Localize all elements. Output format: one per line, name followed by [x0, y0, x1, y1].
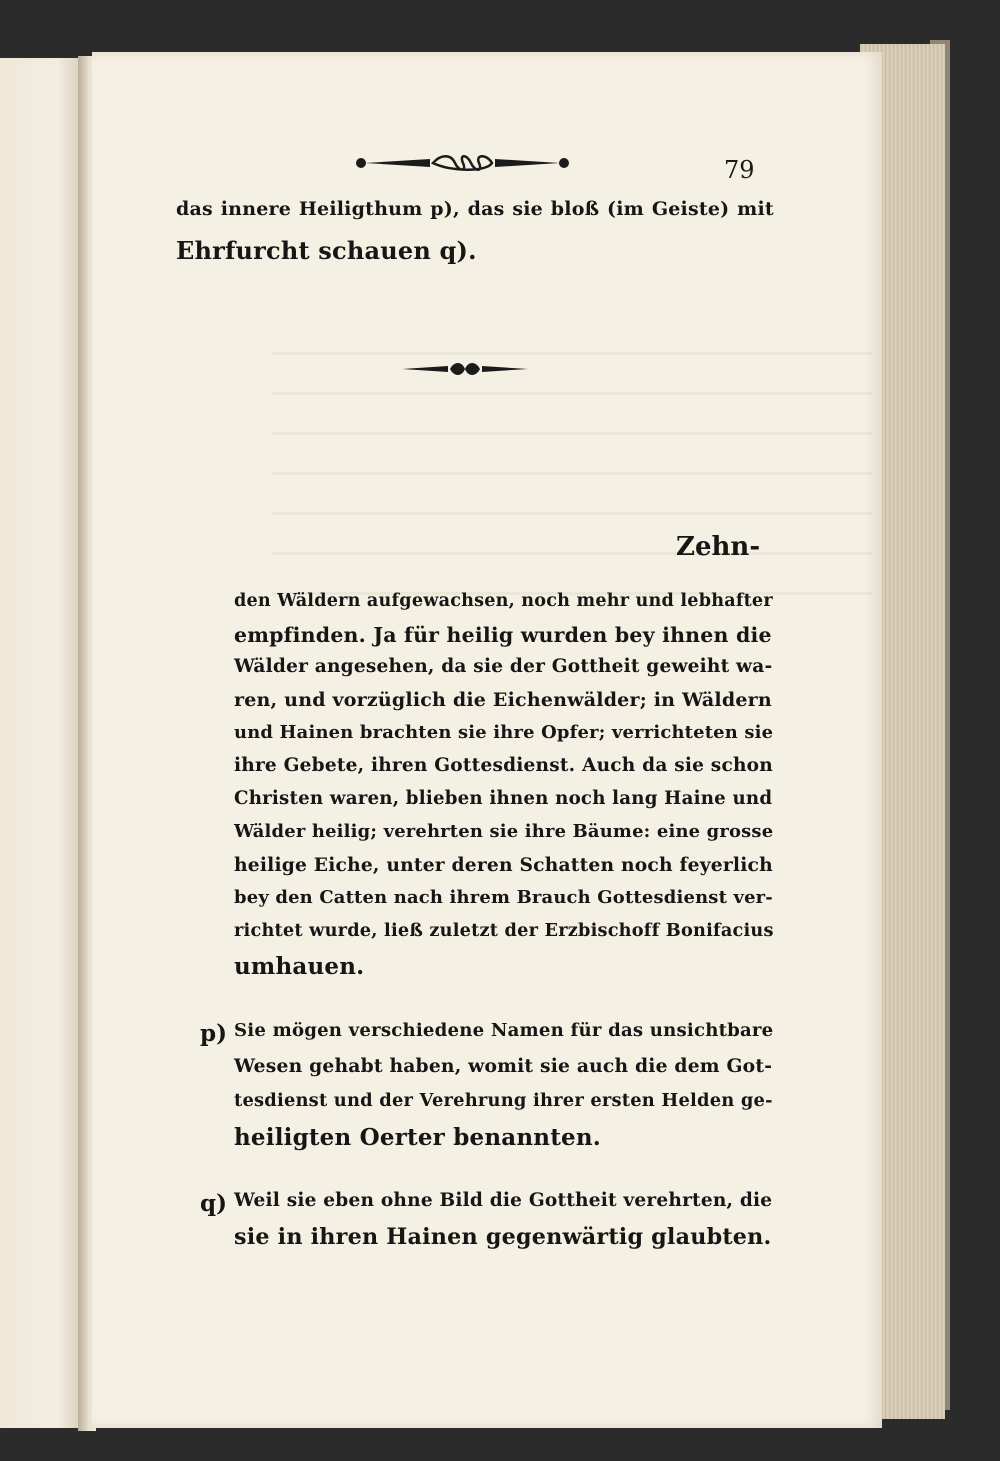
footnote-line: tesdienst und der Verehrung ihrer ersten Helden ge-: [234, 1090, 773, 1111]
footnote-line: heiligten Oerter benannten.: [234, 1124, 601, 1151]
footnote-label: p): [200, 1020, 227, 1047]
footnote-label: q): [200, 1190, 227, 1217]
body-line: und Hainen brachten sie ihre Opfer; verrichteten sie: [234, 722, 774, 743]
body-line: Wälder angesehen, da sie der Gottheit geweiht wa-: [234, 656, 773, 677]
ornament-rule-top: [355, 152, 570, 174]
bleed-through-text: [272, 322, 872, 622]
left-page-edge: [0, 58, 82, 1428]
footnote-line: sie in ihren Hainen gegenwärtig glaubten.: [234, 1224, 772, 1250]
page-number: 79: [724, 156, 755, 184]
body-line: bey den Catten nach ihrem Brauch Gottesdienst ver-: [234, 887, 773, 908]
footnote-line: Weil sie eben ohne Bild die Gottheit verehrten, die: [234, 1190, 773, 1211]
body-line: ren, und vorzüglich die Eichenwälder; in Wäldern: [234, 689, 772, 711]
body-line: Wälder heilig; verehrten sie ihre Bäume: eine grosse: [234, 821, 774, 842]
body-line: Christen waren, blieben ihnen noch lang Haine und: [234, 788, 773, 809]
footnote-line: Sie mögen verschiedene Namen für das unsichtbare: [234, 1020, 774, 1041]
continuation-line: das innere Heiligthum p), das sie bloß (im Geiste) mit: [176, 198, 774, 220]
body-line: umhauen.: [234, 953, 365, 980]
continuation-line: Ehrfurcht schauen q).: [176, 236, 477, 265]
body-line: ihre Gebete, ihren Gottesdienst. Auch da sie schon: [234, 755, 773, 776]
body-line: heilige Eiche, unter deren Schatten noch feyerlich: [234, 854, 773, 876]
ornament-rule-middle: [400, 358, 530, 380]
body-line: empfinden. Ja für heilig wurden bey ihnen die: [234, 623, 772, 647]
body-line: richtet wurde, ließ zuletzt der Erzbischoff Bonifacius: [234, 920, 774, 941]
footnote-line: Wesen gehabt haben, womit sie auch die dem Got-: [234, 1055, 773, 1077]
body-line: den Wäldern aufgewachsen, noch mehr und lebhafter: [234, 590, 773, 611]
catchword: Zehn-: [676, 532, 761, 562]
